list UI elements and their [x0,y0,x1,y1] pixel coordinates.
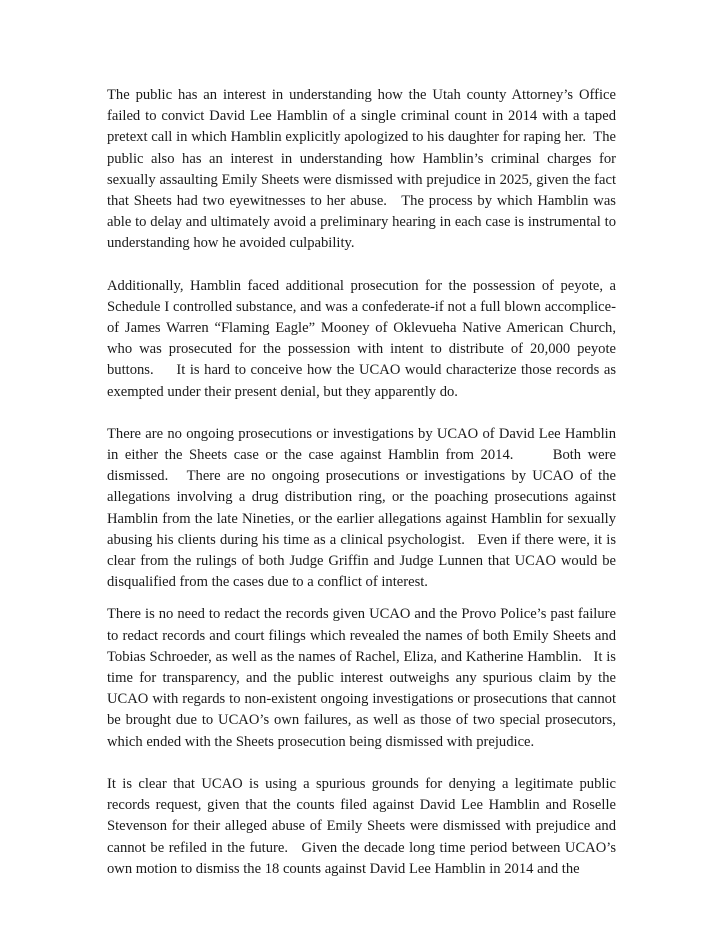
paragraph-peyote-prosecution: Additionally, Hamblin faced additional prosecution for the possession of peyote, a Schedule I controlled substance, and was a confederate-if not a full blown accomplice- of James Warren “Flaming Eagle” Mooney of Oklevueha Native American Church, who was prosecuted for the possession with intent to distribute of 20,000 peyote buttons. It is hard to conceive how the UCAO would characterize those records as exempted under their present denial, but they apparently do. [107,277,620,400]
paragraph-no-need-to-redact: There is no need to redact the records given UCAO and the Provo Police’s past failure to redact records and court filings which revealed the names of both Emily Sheets and Tobias Schroeder, as well as the names of Rachel, Eliza, and Katherine Hamblin. It is time for transparency, and the public interest outweighs any spurious claim by the UCAO with regards to non-existent ongoing investigations or prosecutions that cannot be brought due to UCAO’s own failures, as well as those of two special prosecutors, which ended with the Sheets prosecution being dismissed with prejudice. [107,606,620,750]
paragraph-public-interest: The public has an interest in understanding how the Utah county Attorney’s Office failed to convict David Lee Hamblin of a single criminal count in 2014 with a taped pretext call in which Hamblin explicitly apologized to his daughter for raping her. The public also has an interest in understanding how Hamblin’s criminal charges for sexually assaulting Emily Sheets were dismissed with prejudice in 2025, given the fact that Sheets had two eyewitnesses to her abuse. The process by which Hamblin was able to delay and ultimately avoid a preliminary hearing in each case is instrumental to understanding how he avoided culpability. [107,87,620,252]
document-body [107,85,620,880]
paragraph-spurious-grounds: It is clear that UCAO is using a spurious grounds for denying a legitimate public records request, given that the counts filed against David Lee Hamblin and Roselle Stevenson for their alleged abuse of Emily Sheets were dismissed with prejudice and cannot be refiled in the future. Given the decade long time period between UCAO’s own motion to dismiss the 18 counts against David Lee Hamblin in 2014 and the [107,775,620,877]
paragraph-no-ongoing-prosecutions: There are no ongoing prosecutions or investigations by UCAO of David Lee Hamblin in either the Sheets case or the case against Hamblin from 2014. Both were dismissed. There are no ongoing prosecutions or investigations by UCAO of the allegations involving a drug distribution ring, or the poaching prosecutions against Hamblin from the late Nineties, or the earlier allegations against Hamblin for sexually abusing his clients during his time as a clinical psychologist. Even if there were, it is clear from the rulings of both Judge Griffin and Judge Lunnen that UCAO would be disqualified from the cases due to a conflict of interest. [107,425,620,591]
